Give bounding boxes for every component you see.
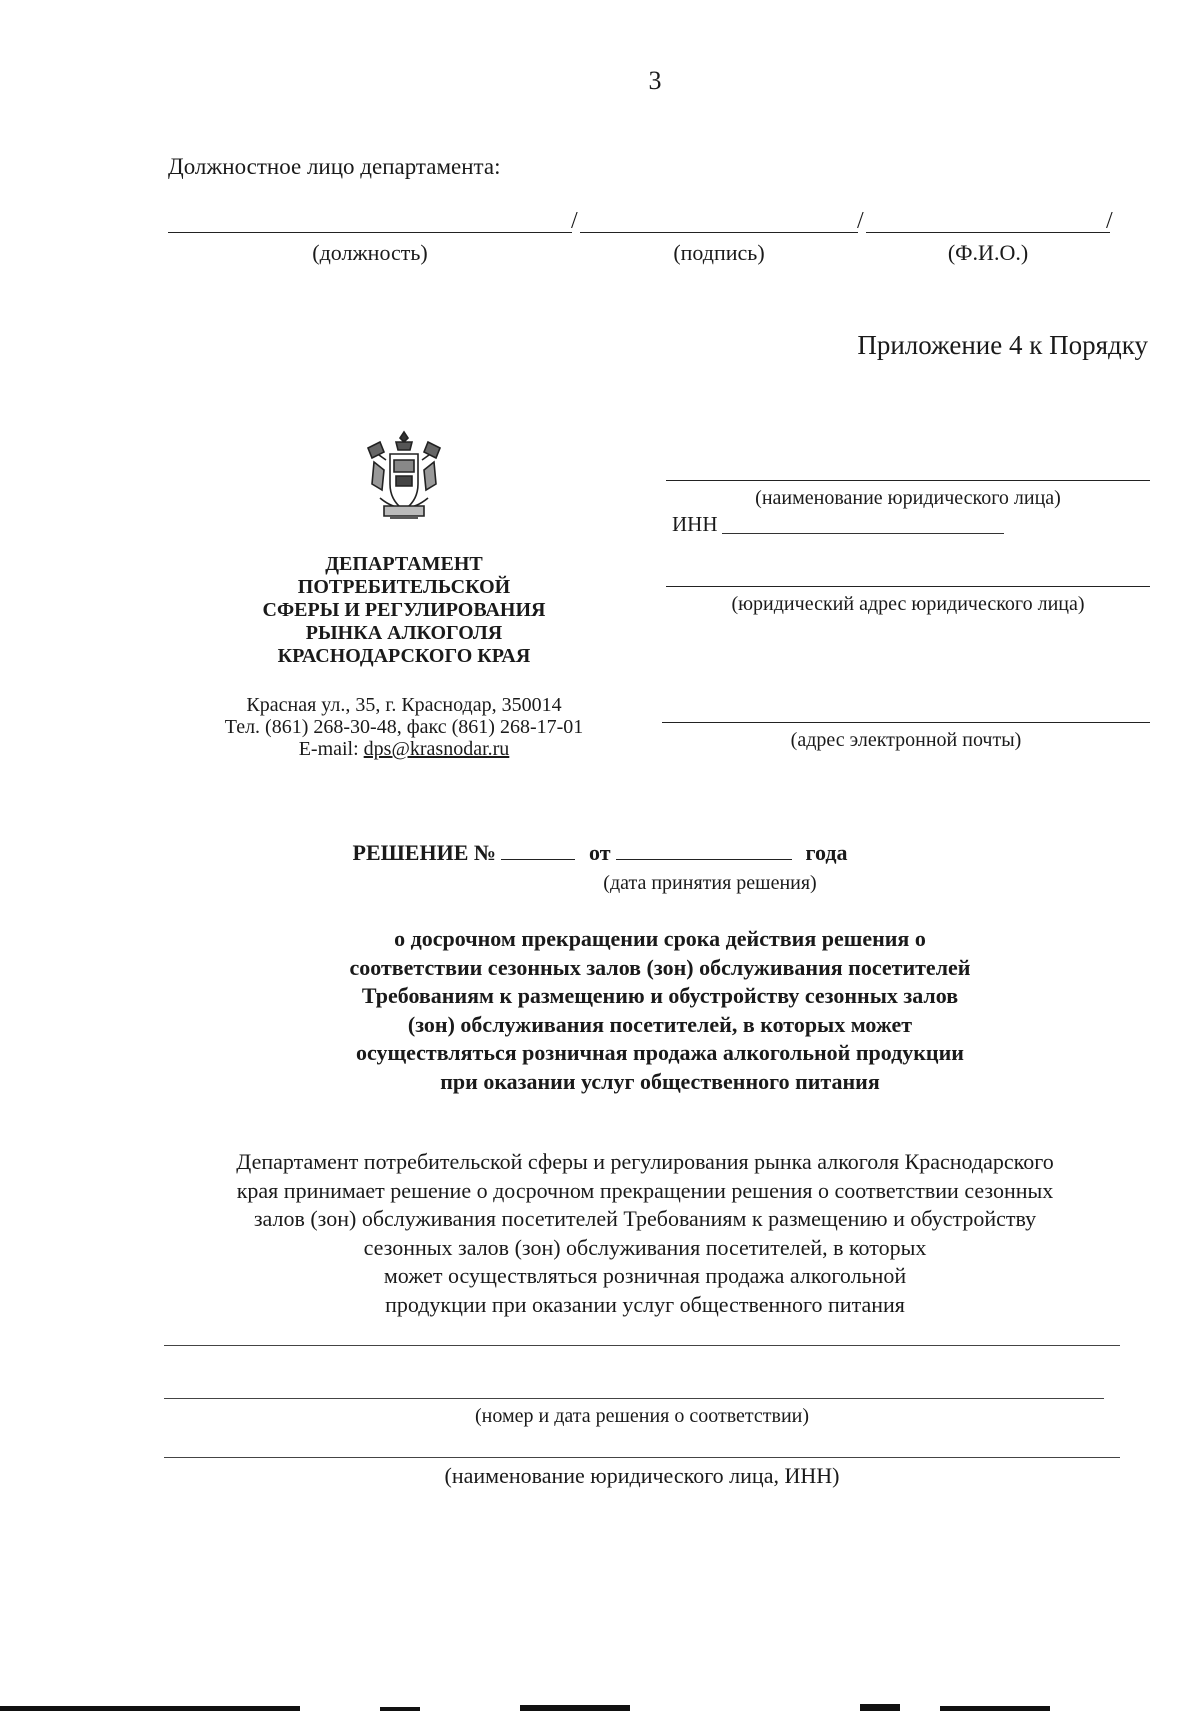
legal-address-line: [666, 586, 1150, 587]
org-inn-line: [164, 1457, 1120, 1458]
body-line: может осуществляться розничная продажа алкогольной: [383, 1263, 907, 1288]
department-name-line: ДЕПАРТАМЕНТ: [325, 553, 483, 575]
inn-line: [722, 533, 1004, 534]
org-name-line: [666, 480, 1150, 481]
subject-line: Требованиям к размещению и обустройству сезонных залов: [361, 983, 959, 1008]
email-label: E-mail:: [298, 738, 364, 760]
body-line: сезонных залов (зон) обслуживания посетителей, в которых: [363, 1234, 927, 1260]
body-line: залов (зон) обслуживания посетителей Требованиям к размещению и обустройству: [253, 1206, 1037, 1231]
decision-body: [170, 1148, 1120, 1319]
official-label: Должностное лицо департамента:: [168, 154, 501, 179]
signature-line: [580, 232, 858, 233]
decision-date-blank: [616, 841, 792, 860]
subject-line: при оказании услуг общественного питания: [440, 1068, 880, 1094]
decision-from: от: [588, 840, 611, 865]
decision-title: РЕШЕНИЕ №: [352, 840, 496, 865]
department-name-line: КРАСНОДАРСКОГО КРАЯ: [277, 645, 531, 667]
inn-label: ИНН: [672, 512, 718, 536]
body-line: края принимает решение о досрочном прекращении решения о соответствии сезонных: [236, 1177, 1054, 1203]
department-email-link[interactable]: dps@krasnodar.ru: [363, 738, 510, 760]
name-line: [866, 232, 1110, 233]
department-phone-fax: Тел. (861) 268-30-48, факс (861) 268-17-01: [224, 716, 584, 738]
subject-line: осуществляться розничная продажа алкогольной продукции: [356, 1040, 964, 1065]
department-name-line: РЫНКА АЛКОГОЛЯ: [305, 622, 503, 644]
separator-slash: /: [571, 208, 578, 234]
email-caption: (адрес электронной почты): [790, 729, 1022, 751]
body-line: продукции при оказании услуг общественного питания: [385, 1291, 905, 1317]
scan-edge-artifact: [0, 1700, 1200, 1712]
department-address: Красная ул., 35, г. Краснодар, 350014: [246, 694, 562, 716]
separator-slash: /: [1106, 208, 1113, 234]
department-name: [190, 553, 618, 668]
org-name-caption: (наименование юридического лица): [755, 487, 1061, 509]
body-line: Департамент потребительской сферы и регулирования рынка алкоголя Краснодарского: [236, 1149, 1054, 1174]
decision-header: [0, 840, 1200, 866]
name-caption: (Ф.И.О.): [947, 240, 1029, 265]
separator-slash: /: [857, 208, 864, 234]
decision-ref-line: [164, 1398, 1104, 1399]
signature-caption: (подпись): [673, 240, 765, 265]
page-number: 3: [648, 66, 662, 95]
appendix-title: Приложение 4 к Порядку: [857, 330, 1148, 360]
subject-line: о досрочном прекращении срока действия решения о: [394, 926, 926, 951]
org-inn-caption: (наименование юридического лица, ИНН): [444, 1463, 840, 1488]
position-line: [168, 232, 572, 233]
department-contacts: [190, 694, 618, 760]
coat-of-arms-icon: [360, 428, 448, 528]
position-caption: (должность): [312, 240, 428, 265]
subject-line: (зон) обслуживания посетителей, в которых может: [407, 1011, 913, 1037]
department-email-row: [190, 738, 618, 760]
decision-subject: [280, 925, 1040, 1096]
email-line: [662, 722, 1150, 723]
decision-year-word: года: [805, 840, 848, 865]
decision-number-blank: [501, 841, 575, 860]
fill-line: [164, 1345, 1120, 1346]
department-name-line: ПОТРЕБИТЕЛЬСКОЙ: [297, 576, 511, 598]
subject-line: соответствии сезонных залов (зон) обслуживания посетителей: [349, 954, 971, 980]
legal-address-caption: (юридический адрес юридического лица): [731, 593, 1085, 615]
decision-ref-caption: (номер и дата решения о соответствии): [474, 1405, 810, 1427]
decision-date-caption: (дата принятия решения): [603, 872, 817, 894]
department-name-line: СФЕРЫ И РЕГУЛИРОВАНИЯ: [262, 599, 546, 621]
